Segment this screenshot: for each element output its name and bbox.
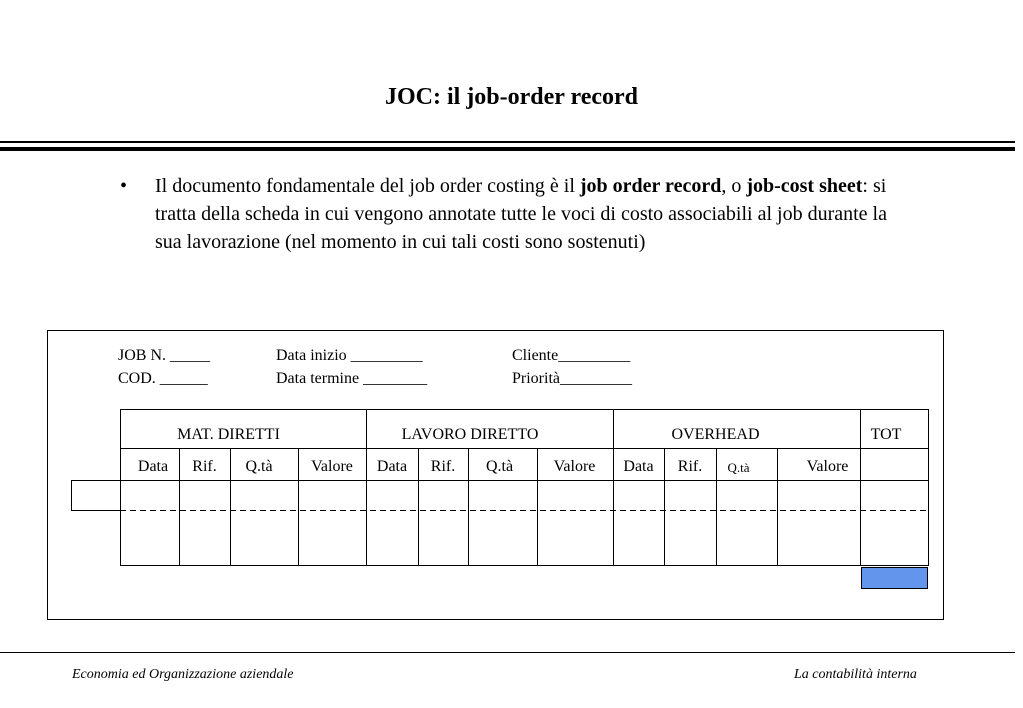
col-header-rif: Rif.	[677, 458, 703, 475]
group-header-lavoro-diretto: LAVORO DIRETTO	[401, 426, 539, 443]
code-field: COD. ______	[118, 370, 208, 387]
footer-course-name: Economia ed Organizzazione aziendale	[72, 667, 294, 682]
end-date-field: Data termine ________	[276, 370, 428, 387]
col-header-data: Data	[137, 458, 169, 475]
col-header-valore: Valore	[311, 458, 353, 475]
bullet-text-part: Il documento fondamentale del job order costing è il	[155, 175, 580, 197]
job-number-field: JOB N. _____	[118, 347, 211, 364]
col-header-qta: Q.tà	[245, 458, 273, 475]
bullet-bold-term: job order record	[579, 175, 722, 197]
col-header-data: Data	[376, 458, 408, 475]
footer-divider	[0, 652, 1015, 653]
total-highlight-cell	[861, 567, 928, 589]
bullet-marker: •	[120, 175, 128, 197]
bullet-text-part: : si tratta della scheda in cui vengono annotate tutte le voci di costo associabili al job durante la sua lavorazione (nel momento in cui tali costi sono sostenuti)	[155, 175, 887, 253]
group-header-mat-diretti: MAT. DIRETTI	[177, 426, 280, 443]
slide-title: JOC: il job-order record	[384, 84, 639, 110]
footer-section-name: La contabilità interna	[794, 667, 917, 682]
col-header-rif: Rif.	[192, 458, 217, 475]
col-header-qta: Q.tà	[727, 460, 750, 475]
priority-field: Priorità_________	[512, 370, 632, 387]
group-header-tot: TOT	[870, 426, 902, 443]
group-header-overhead: OVERHEAD	[671, 426, 760, 443]
col-header-data: Data	[623, 458, 654, 475]
start-date-field: Data inizio _________	[276, 347, 423, 364]
col-header-valore: Valore	[806, 458, 849, 475]
col-header-valore: Valore	[553, 458, 596, 475]
col-header-qta: Q.tà	[485, 458, 514, 475]
client-field: Cliente_________	[512, 347, 631, 364]
bullet-text-part: , o	[721, 175, 747, 197]
col-header-rif: Rif.	[430, 458, 456, 475]
bullet-bold-term: job-cost sheet	[746, 175, 863, 197]
